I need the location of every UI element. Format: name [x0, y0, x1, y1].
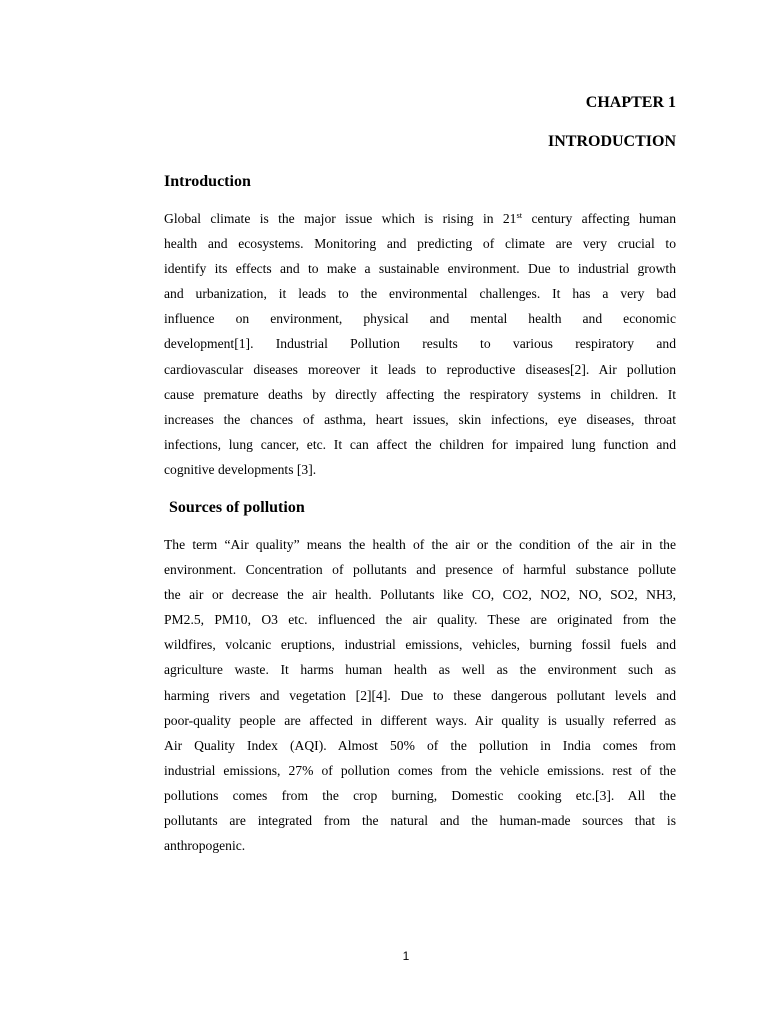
section-heading-introduction: Introduction — [164, 173, 251, 190]
section-heading-sources-of-pollution: Sources of pollution — [169, 499, 305, 516]
paragraph-line: The term “Air quality” means the health of the air or the condition of the air in the — [164, 537, 676, 552]
paragraph-line: development[1]. Industrial Pollution results to various respiratory and — [164, 336, 676, 352]
chapter-label: CHAPTER 1 — [585, 94, 676, 111]
paragraph-line: environment. Concentration of pollutants and presence of harmful substance pollute — [164, 562, 676, 578]
paragraph-line: wildfires, volcanic eruptions, industrial emissions, vehicles, burning fossil fuels and — [164, 637, 676, 653]
paragraph-line: infections, lung cancer, etc. It can affect the children for impaired lung function and — [164, 436, 676, 452]
paragraph-introduction — [164, 206, 676, 482]
line-text: century affecting human — [522, 211, 676, 226]
page-number: 1 — [402, 949, 410, 963]
paragraph-line: and urbanization, it leads to the environmental challenges. It has a very bad — [164, 286, 676, 302]
paragraph-line: cause premature deaths by directly affecting the respiratory systems in children. It — [164, 386, 676, 402]
paragraph-line: anthropogenic. — [164, 838, 246, 854]
paragraph-line: cognitive developments [3]. — [164, 461, 317, 477]
paragraph-line: pollutions comes from the crop burning, Domestic cooking etc.[3]. All the — [164, 787, 676, 803]
line-text: Global climate is the major issue which is rising in 21 — [164, 211, 517, 226]
paragraph-line: health and ecosystems. Monitoring and predicting of climate are very crucial to — [164, 236, 676, 252]
paragraph-line: PM2.5, PM10, O3 etc. influenced the air quality. These are originated from the — [164, 612, 676, 628]
paragraph-line: harming rivers and vegetation [2][4]. Due to these dangerous pollutant levels and — [164, 687, 676, 703]
paragraph-line: agriculture waste. It harms human health as well as the environment such as — [164, 662, 676, 678]
paragraph-line: influence on environment, physical and mental health and economic — [164, 311, 676, 327]
superscript: st — [516, 210, 523, 220]
paragraph-line — [164, 206, 676, 231]
paragraph-line: Air Quality Index (AQI). Almost 50% of the pollution in India comes from — [164, 737, 676, 753]
paragraph-line: cardiovascular diseases moreover it leads to reproductive diseases[2]. Air pollution — [164, 361, 676, 377]
chapter-title: INTRODUCTION — [547, 133, 676, 150]
paragraph-line: increases the chances of asthma, heart issues, skin infections, eye diseases, throat — [164, 411, 676, 427]
paragraph-line: industrial emissions, 27% of pollution comes from the vehicle emissions. rest of the — [164, 762, 676, 778]
paragraph-line: pollutants are integrated from the natural and the human-made sources that is — [164, 813, 676, 829]
paragraph-line: identify its effects and to make a sustainable environment. Due to industrial growth — [164, 261, 676, 277]
paragraph-sources-of-pollution — [164, 532, 676, 858]
paragraph-line: the air or decrease the air health. Pollutants like CO, CO2, NO2, NO, SO2, NH3, — [164, 587, 676, 603]
paragraph-line: poor-quality people are affected in different ways. Air quality is usually referred as — [164, 712, 676, 728]
